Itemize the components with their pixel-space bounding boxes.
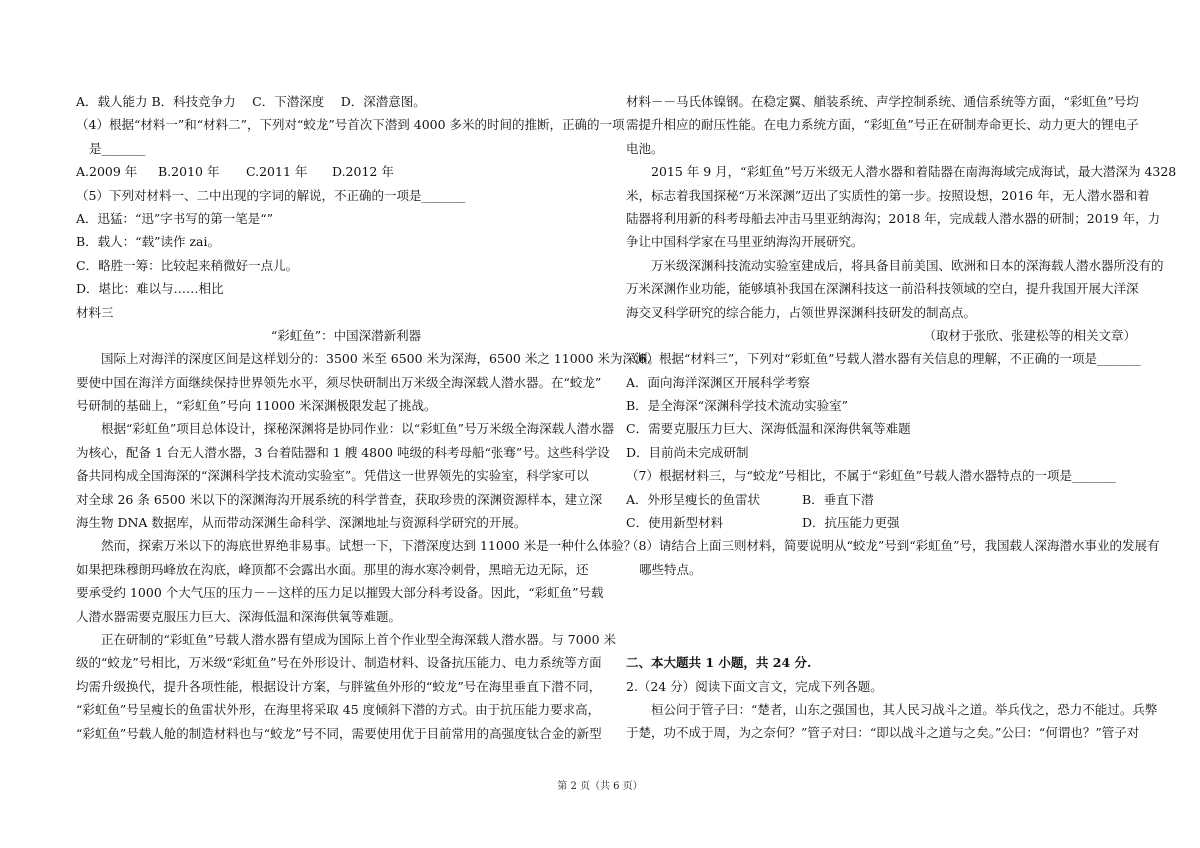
text-line: 国际上对海洋的深度区间是这样划分的：3500 米至 6500 米为深海，6500 米之 11000 米为深渊。 (101, 351, 661, 367)
q7-option-b: B．垂直下潜 (802, 491, 874, 507)
q4-stem-cont: 是_______ (89, 140, 146, 156)
q4-options (76, 160, 616, 183)
text-line: 级的“蛟龙”号相比，万米级“彩虹鱼”号在外形设计、制造材料、设备抗压能力、电力系统等方面 (76, 655, 602, 671)
q7-stem: （7）根据材料三，与“蛟龙”号相比，不属于“彩虹鱼”号载人潜水器特点的一项是_______ (626, 468, 1116, 484)
page-footer: 第 2 页（共 6 页） (557, 781, 643, 792)
text-line: 根据“彩虹鱼”项目总体设计，探秘深渊将是协同作业：以“彩虹鱼”号万米级全海深载人潜水器 (101, 421, 615, 437)
text-line: “彩虹鱼”号呈瘦长的鱼雷状外形，在海里将采取 45 度倾斜下潜的方式。由于抗压能力要求高， (76, 702, 601, 718)
q7-option-c: C．使用新型材料 (626, 515, 724, 531)
classical-text-line: 于楚，功不成于周，为之奈何？”管子对曰：“即以战斗之道与之矣。”公曰：“何谓也？”管子对 (626, 725, 1140, 741)
text-line: 米，标志着我国探秘“万米深渊”迈出了实质性的第一步。按照设想，2016 年，无人潜水器和着 (626, 187, 1150, 203)
text-line: 均需升级换代，提升各项性能，根据设计方案，与胖鲨鱼外形的“蛟龙”号在海里垂直下潜不同， (76, 678, 602, 694)
q3-options: A．载人能力 B．科技竞争力 C．下潜深度 D．深潜意图。 (76, 94, 426, 109)
q4-option-a: A.2009 年 (76, 164, 138, 180)
text-line: 为核心，配备 1 台无人潜水器，3 台着陆器和 1 艘 4800 吨级的科考母船“张骞”号。这些科学设 (76, 444, 610, 460)
text-line: 陆器将利用新的科考母船去冲击马里亚纳海沟；2018 年，完成载人潜水器的研制；2019 年，力 (626, 210, 1161, 226)
text-line: 争让中国科学家在马里亚纳海沟开展研究。 (626, 234, 864, 250)
text-line: 如果把珠穆朗玛峰放在沟底，峰顶都不会露出水面。那里的海水寒冷刺骨，黑暗无边无际，还 (76, 561, 589, 577)
section2-heading: 二、本大题共 1 小题，共 24 分. (626, 655, 812, 671)
q4-option-c: C.2011 年 (246, 164, 308, 180)
q6-stem: （6）根据“材料三”，下列对“彩虹鱼”号载人潜水器有关信息的理解，不正确的一项是_______ (626, 351, 1141, 367)
text-line: “彩虹鱼”号载人舱的制造材料也与“蛟龙”号不同，需要使用优于目前常用的高强度钛合金的新型 (76, 725, 602, 741)
q6-option: B．是全海深“深渊科学技术流动实验室” (626, 398, 848, 414)
q6-option: A．面向海洋深渊区开展科学考察 (626, 374, 811, 390)
text-line: 人潜水器需要克服压力巨大、深海低温和深海供氧等难题。 (76, 608, 402, 624)
q5-option: A．迅猛：“迅”字书写的第一笔是“” (76, 210, 274, 226)
source-note: （取材于张欣、张建松等的相关文章） (923, 327, 1136, 343)
text-line: 要使中国在海洋方面继续保持世界领先水平，须尽快研制出万米级全海深载人潜水器。在“蛟龙” (76, 374, 602, 390)
text-line: 对全球 26 条 6500 米以下的深渊海沟开展系统的科学普查，获取珍贵的深渊资源样本，建立深 (76, 491, 603, 507)
text-line: 备共同构成全国海深的“深渊科学技术流动实验室”。凭借这一世界领先的实验室，科学家可以 (76, 468, 589, 484)
right-column (626, 90, 1177, 745)
text-line: 号研制的基础上，“彩虹鱼”号向 11000 米深渊极限发起了挑战。 (76, 398, 437, 414)
q7-option-a: A．外形呈瘦长的鱼雷状 (626, 491, 761, 507)
q6-option: C．需要克服压力巨大、深海低温和深海供氧等难题 (626, 421, 911, 437)
q7-options-row1 (626, 488, 1136, 511)
q5-option: C．略胜一筹：比较起来稍微好一点儿。 (76, 257, 299, 273)
q8-stem: （8）请结合上面三则材料，简要说明从“蛟龙”号到“彩虹鱼”号，我国载人深海潜水事业的发展有 (626, 538, 1160, 554)
text-line: 海交叉科学研究的综合能力，占领世界深渊科技研发的制高点。 (626, 304, 977, 320)
q5-option: B．载人：“载”读作 zai。 (76, 234, 220, 250)
q6-option: D．目前尚未完成研制 (626, 444, 749, 460)
text-line: 海生物 DNA 数据库，从而带动深渊生命科学、深渊地址与资源科学研究的开展。 (76, 515, 527, 531)
text-line: 然而，探索万米以下的海底世界绝非易事。试想一下，下潜深度达到 11000 米是一种什么体验？ (101, 538, 637, 554)
q5-option: D．堪比：难以与……相比 (76, 281, 224, 297)
q4-option-d: D.2012 年 (332, 164, 394, 180)
text-line: 正在研制的“彩虹鱼”号载人潜水器有望成为国际上首个作业型全海深载人潜水器。与 7000 米 (101, 631, 617, 647)
classical-text-line: 桓公问于管子曰：“楚者，山东之强国也，其人民习战斗之道。举兵伐之，恐力不能过。兵弊 (651, 701, 1158, 717)
q2-stem: 2.（24 分）阅读下面文言文，完成下列各题。 (626, 678, 883, 694)
text-line: 材料－－马氏体镍钢。在稳定翼、艏装系统、声学控制系统、通信系统等方面，“彩虹鱼”号均 (626, 94, 1139, 109)
text-line: 万米深渊作业功能，能够填补我国在深渊科技这一前沿科技领域的空白，提升我国开展大洋深 (626, 281, 1139, 297)
text-line: 万米级深渊科技流动实验室建成后，将具备目前美国、欧洲和日本的深海载人潜水器所没有的 (651, 257, 1164, 273)
q5-stem: （5）下列对材料一、二中出现的字词的解说，不正确的一项是_______ (76, 187, 466, 203)
answer-space (626, 581, 1136, 651)
q8-stem-cont: 哪些特点。 (639, 561, 702, 577)
text-line: 要承受约 1000 个大气压的压力－－这样的压力足以摧毁大部分科考设备。因此，“彩虹鱼”号载 (76, 585, 604, 601)
q7-options-row2 (626, 511, 1136, 534)
q4-stem: （4）根据“材料一”和“材料二”，下列对“蛟龙”号首次下潜到 4000 多米的时间的推断，正确的一项 (76, 117, 625, 133)
material3-label: 材料三 (76, 304, 114, 320)
q7-option-d: D．抗压能力更强 (802, 515, 900, 531)
q4-option-b: B.2010 年 (158, 164, 220, 180)
material3-title: “彩虹鱼”：中国深潜新利器 (270, 327, 422, 343)
text-line: 需提升相应的耐压性能。在电力系统方面，“彩虹鱼”号正在研制寿命更长、动力更大的锂电子 (626, 117, 1139, 133)
text-line: 2015 年 9 月，“彩虹鱼”号万米级无人潜水器和着陆器在南海海域完成海试，最大潜深为 4328 (651, 164, 1177, 180)
text-line: 电池。 (626, 140, 664, 156)
